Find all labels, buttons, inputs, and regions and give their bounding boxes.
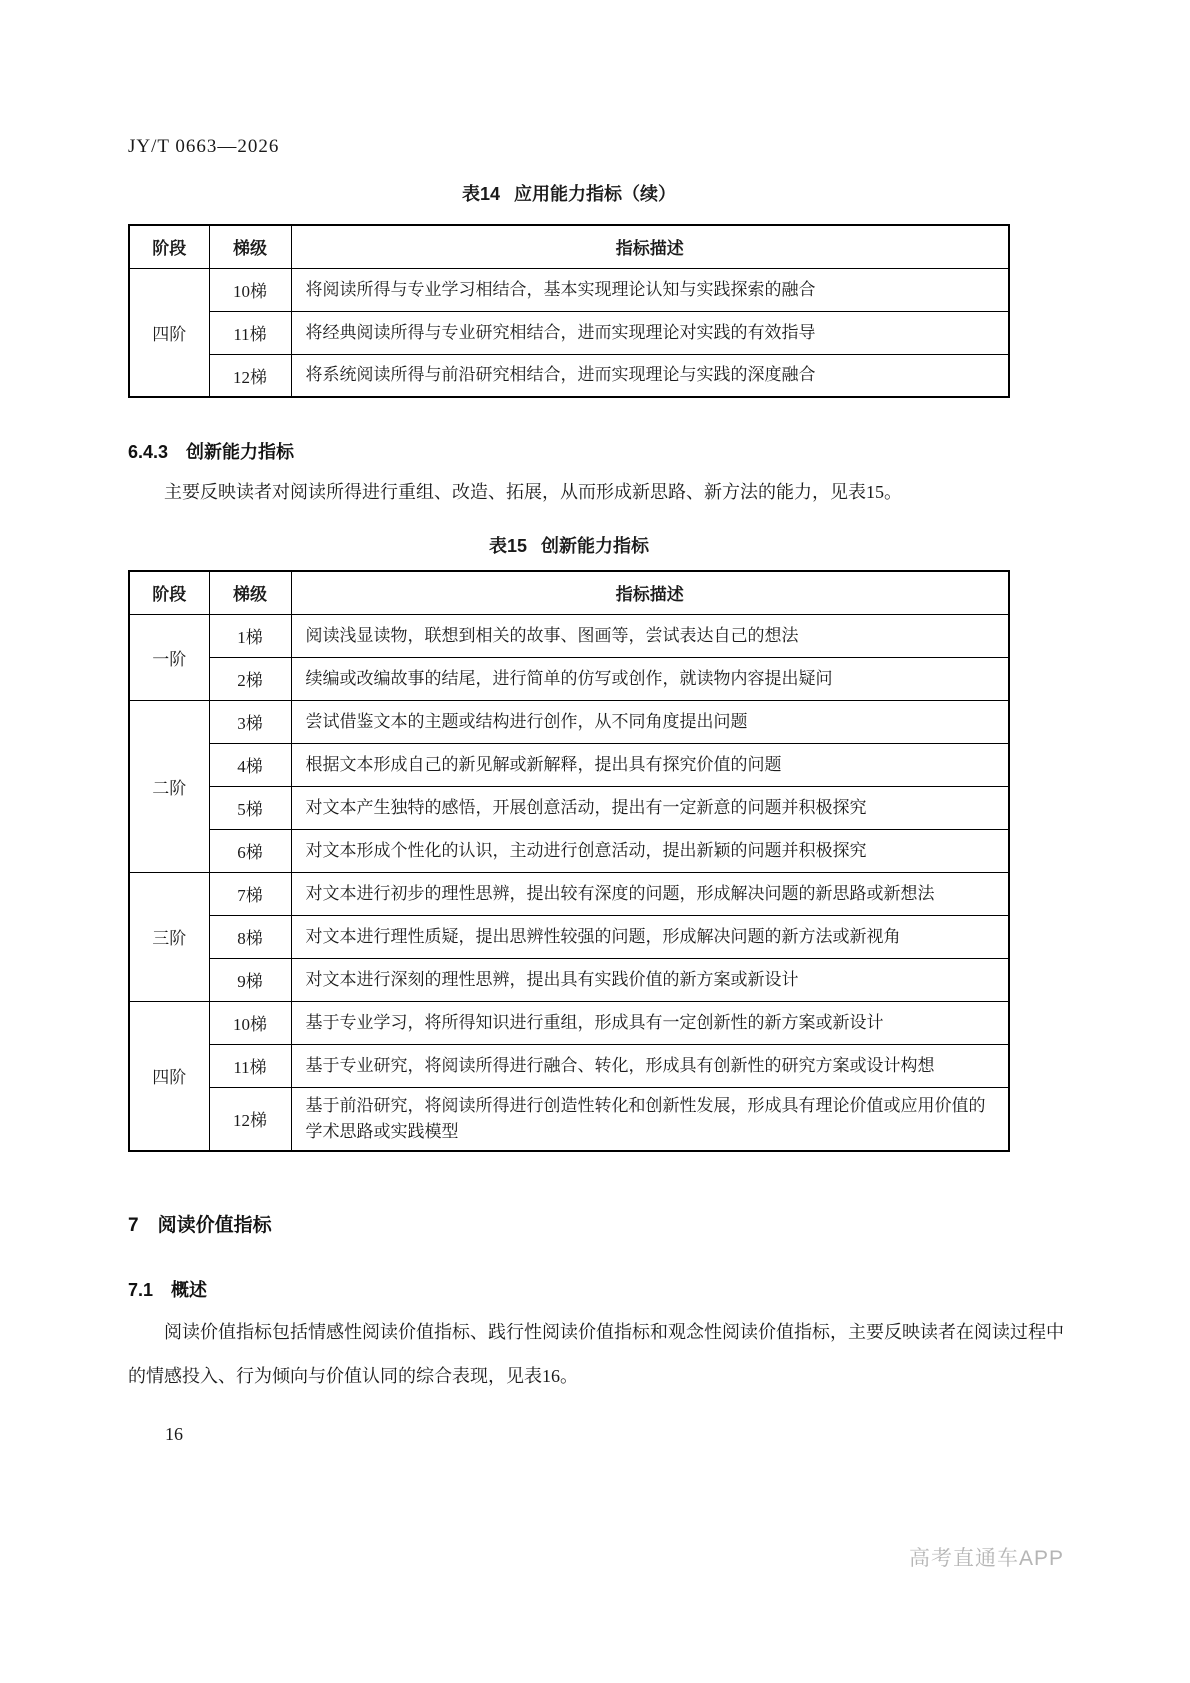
level-cell: 4梯 — [209, 743, 291, 786]
table-row — [129, 614, 1009, 657]
table15-caption: 创新能力指标 — [541, 536, 650, 556]
indicator-description-cell: 对文本进行深刻的理性思辨，提出具有实践价值的新方案或新设计 — [291, 958, 1009, 1001]
column-header: 阶段 — [129, 571, 209, 614]
column-header: 梯级 — [209, 571, 291, 614]
indicator-description-cell: 基于前沿研究，将阅读所得进行创造性转化和创新性发展，形成具有理论价值或应用价值的学术思路或实践模型 — [291, 1087, 1009, 1151]
indicator-description-cell: 续编或改编故事的结尾，进行简单的仿写或创作，就读物内容提出疑问 — [291, 657, 1009, 700]
table-14 — [128, 224, 1010, 398]
section-6-4-3-paragraph: 主要反映读者对阅读所得进行重组、改造、拓展，从而形成新思路、新方法的能力，见表15。 — [164, 482, 902, 502]
level-cell: 9梯 — [209, 958, 291, 1001]
table-row — [129, 1001, 1009, 1044]
column-header: 指标描述 — [291, 571, 1009, 614]
table-row — [129, 958, 1009, 1001]
page-number: 16 — [165, 1424, 183, 1444]
table-row — [129, 829, 1009, 872]
indicator-description-cell: 尝试借鉴文本的主题或结构进行创作，从不同角度提出问题 — [291, 700, 1009, 743]
level-cell: 11梯 — [209, 1044, 291, 1087]
level-cell: 3梯 — [209, 700, 291, 743]
column-header: 梯级 — [209, 225, 291, 268]
table-row — [129, 700, 1009, 743]
table-row — [129, 311, 1009, 354]
section-7-1-heading: 7.1 概述 — [128, 1280, 208, 1300]
level-cell: 1梯 — [209, 614, 291, 657]
indicator-description-cell: 阅读浅显读物，联想到相关的故事、图画等，尝试表达自己的想法 — [291, 614, 1009, 657]
table-header-row — [129, 571, 1009, 614]
indicator-description-cell: 根据文本形成自己的新见解或新解释，提出具有探究价值的问题 — [291, 743, 1009, 786]
table14-label: 表14 — [461, 184, 501, 204]
indicator-description-cell: 将阅读所得与专业学习相结合，基本实现理论认知与实践探索的融合 — [291, 268, 1009, 311]
level-cell: 10梯 — [209, 1001, 291, 1044]
table14-container — [128, 224, 1010, 398]
table15-container — [128, 570, 1010, 1152]
level-cell: 12梯 — [209, 1087, 291, 1151]
level-cell: 8梯 — [209, 915, 291, 958]
indicator-description-cell: 将系统阅读所得与前沿研究相结合，进而实现理论与实践的深度融合 — [291, 354, 1009, 397]
indicator-description-cell: 对文本进行理性质疑，提出思辨性较强的问题，形成解决问题的新方法或新视角 — [291, 915, 1009, 958]
indicator-description-cell: 对文本产生独特的感悟，开展创意活动，提出有一定新意的问题并积极探究 — [291, 786, 1009, 829]
stage-cell: 四阶 — [129, 268, 209, 397]
indicator-description-cell: 基于专业研究，将阅读所得进行融合、转化，形成具有创新性的研究方案或设计构想 — [291, 1044, 1009, 1087]
table14-caption: 应用能力指标（续） — [514, 184, 677, 204]
doc-number: JY/T 0663—2026 — [128, 136, 280, 157]
table-15 — [128, 570, 1010, 1152]
section-7-heading: 7 阅读价值指标 — [128, 1215, 272, 1236]
level-cell: 5梯 — [209, 786, 291, 829]
table-row — [129, 268, 1009, 311]
table-row — [129, 786, 1009, 829]
table-row — [129, 743, 1009, 786]
section-7-1-paragraph: 阅读价值指标包括情感性阅读价值指标、践行性阅读价值指标和观念性阅读价值指标，主要反映读者在阅读过程中的情感投入、行为倾向与价值认同的综合表现，见表16。 — [128, 1322, 1064, 1386]
table-row — [129, 1087, 1009, 1151]
table15-title — [128, 532, 1010, 558]
table14-title — [128, 180, 1010, 206]
table15-label: 表15 — [488, 536, 528, 556]
indicator-description-cell: 基于专业学习，将所得知识进行重组，形成具有一定创新性的新方案或新设计 — [291, 1001, 1009, 1044]
table-row — [129, 872, 1009, 915]
level-cell: 10梯 — [209, 268, 291, 311]
level-cell: 11梯 — [209, 311, 291, 354]
column-header: 阶段 — [129, 225, 209, 268]
level-cell: 6梯 — [209, 829, 291, 872]
stage-cell: 一阶 — [129, 614, 209, 700]
table-row — [129, 354, 1009, 397]
stage-cell: 二阶 — [129, 700, 209, 872]
section-6-4-3-heading: 6.4.3 创新能力指标 — [128, 442, 295, 462]
level-cell: 7梯 — [209, 872, 291, 915]
column-header: 指标描述 — [291, 225, 1009, 268]
stage-cell: 三阶 — [129, 872, 209, 1001]
table-row — [129, 1044, 1009, 1087]
table-row — [129, 915, 1009, 958]
table-header-row — [129, 225, 1009, 268]
table-row — [129, 657, 1009, 700]
stage-cell: 四阶 — [129, 1001, 209, 1151]
indicator-description-cell: 对文本进行初步的理性思辨，提出较有深度的问题，形成解决问题的新思路或新想法 — [291, 872, 1009, 915]
watermark: 高考直通车APP — [908, 1547, 1064, 1570]
level-cell: 2梯 — [209, 657, 291, 700]
indicator-description-cell: 将经典阅读所得与专业研究相结合，进而实现理论对实践的有效指导 — [291, 311, 1009, 354]
indicator-description-cell: 对文本形成个性化的认识，主动进行创意活动，提出新颖的问题并积极探究 — [291, 829, 1009, 872]
level-cell: 12梯 — [209, 354, 291, 397]
